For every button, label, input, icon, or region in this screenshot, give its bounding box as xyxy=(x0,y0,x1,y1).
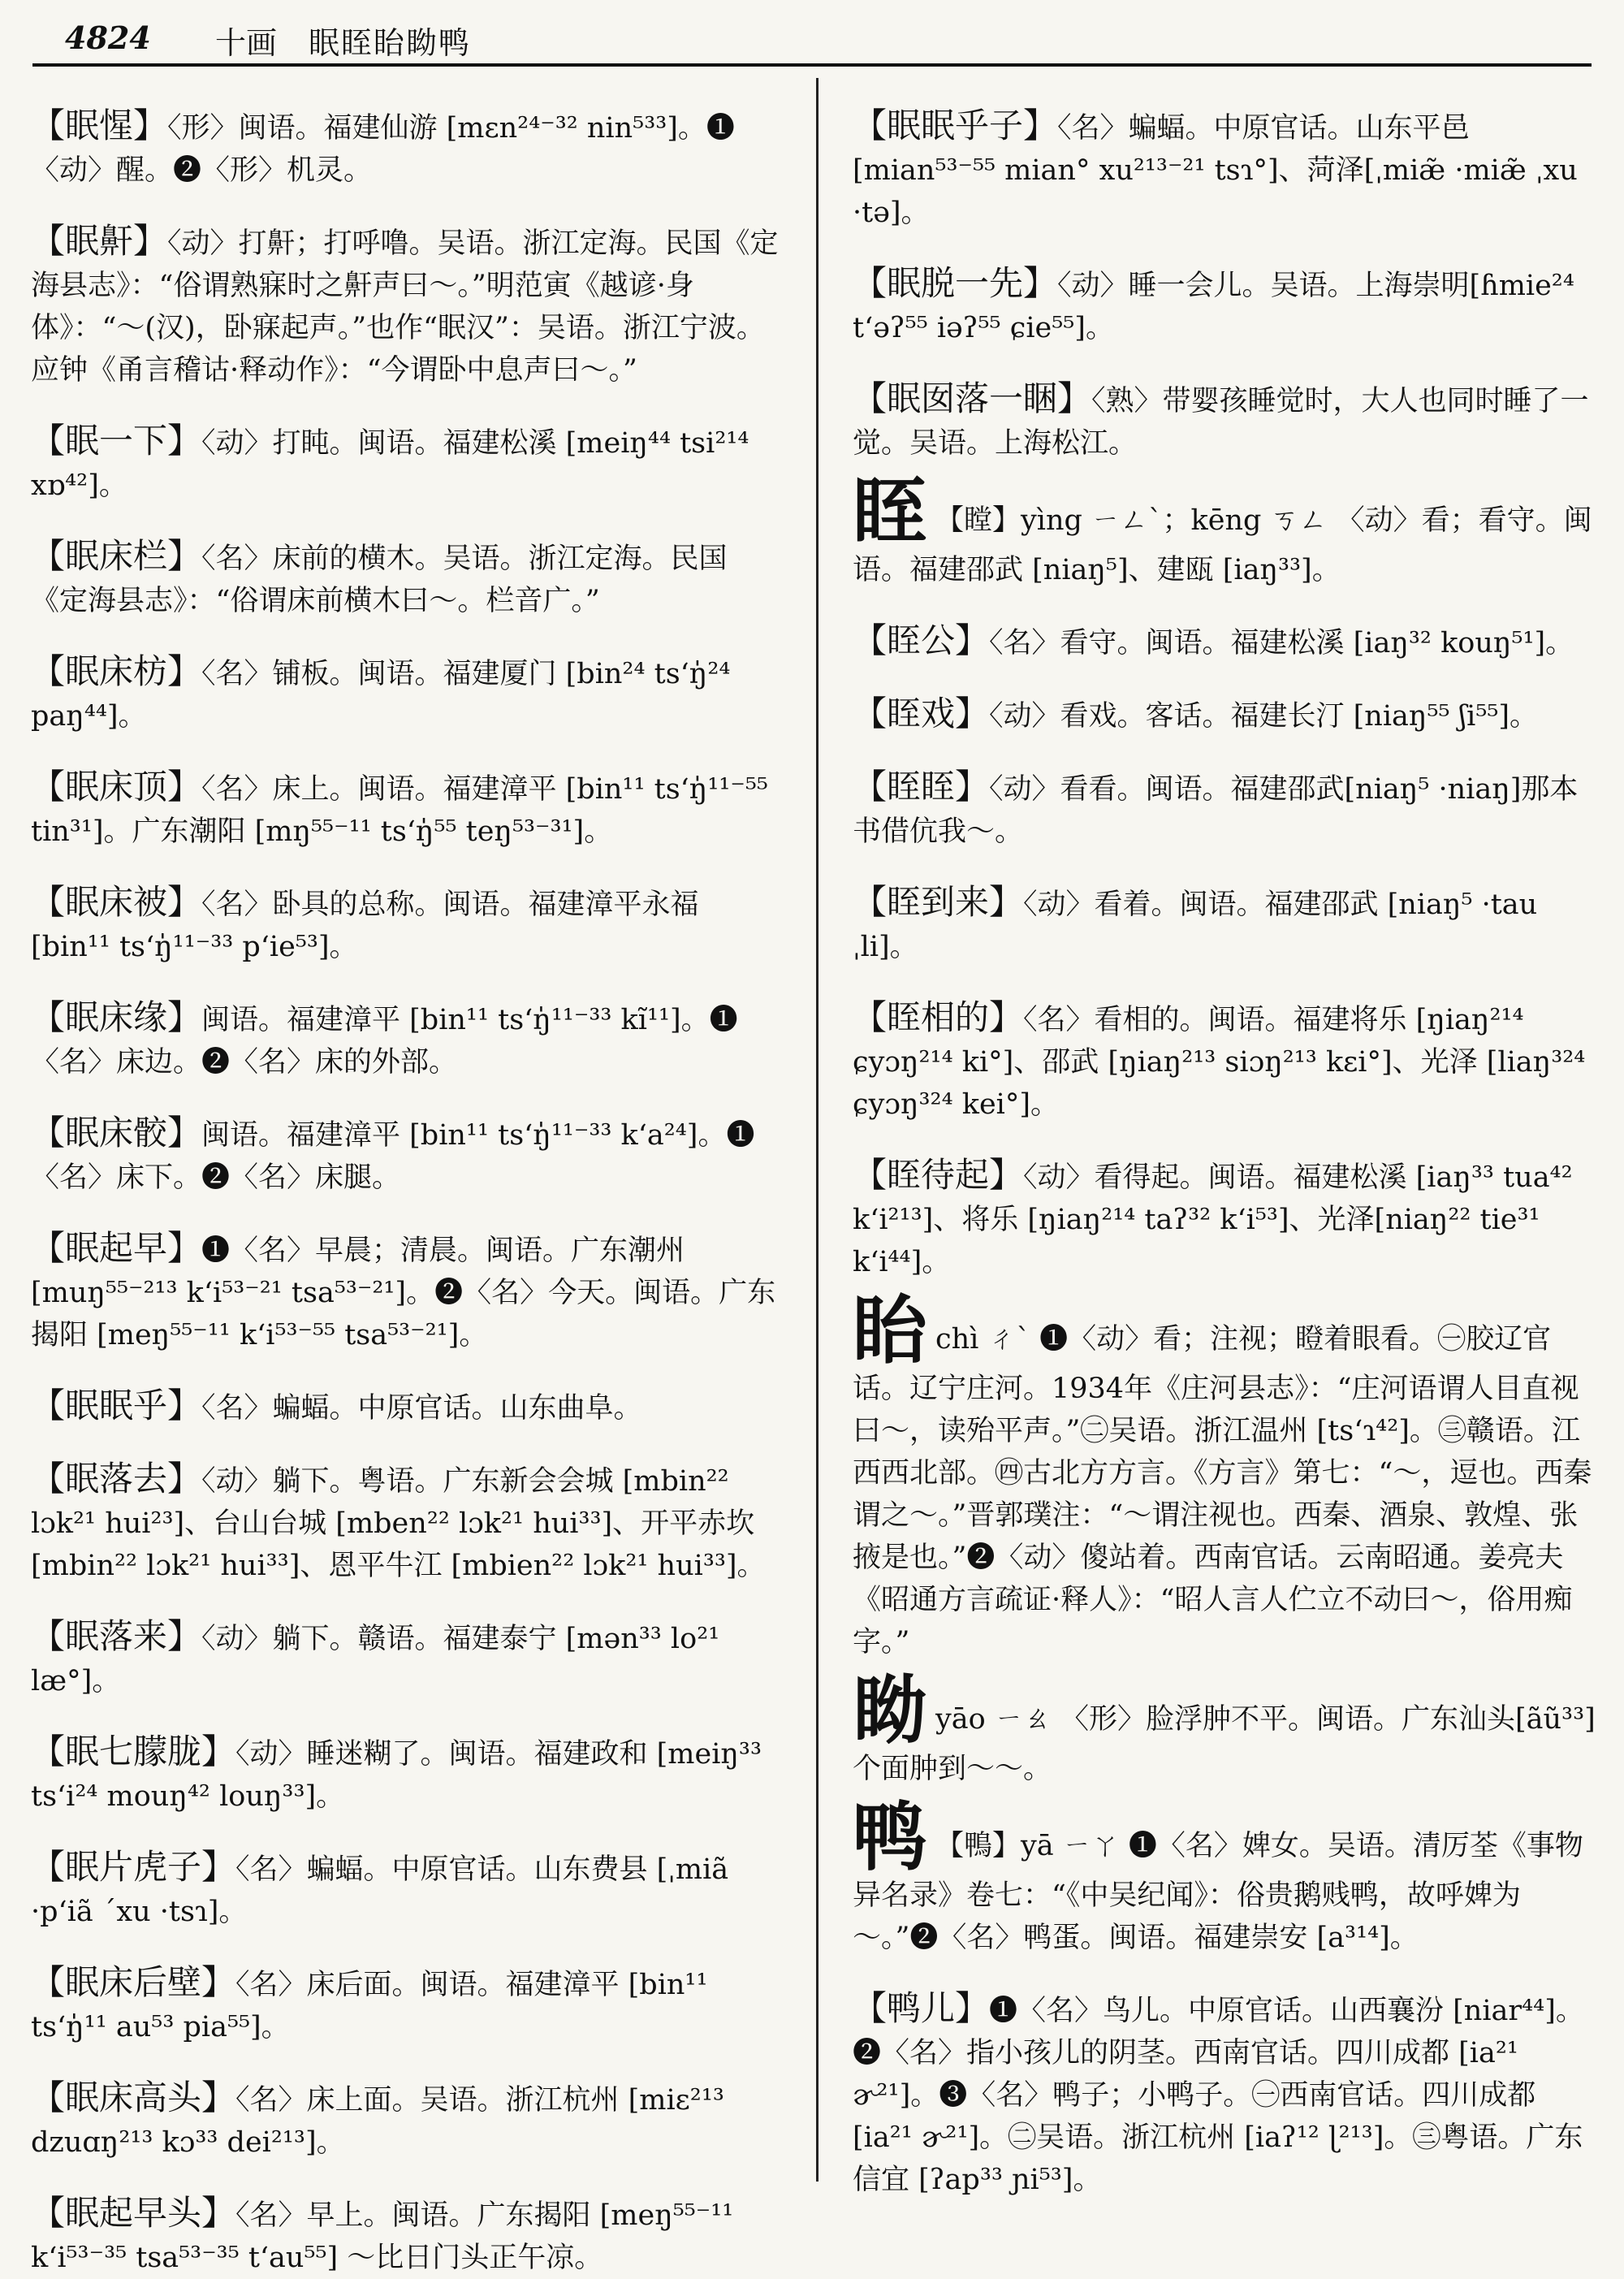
headword: 【眠眠乎】 xyxy=(31,1386,202,1425)
headword: 【眠惺】 xyxy=(31,106,168,145)
dictionary-entry xyxy=(853,997,1600,1126)
headword: 【眠眠乎子】 xyxy=(853,106,1058,145)
headword: 【眠落来】 xyxy=(31,1616,202,1656)
definition: 〈动〉看看。闽语。福建邵武[niaŋ⁵ ·niaŋ]那本书借伉我～。 xyxy=(853,773,1579,848)
headword: 【眠一下】 xyxy=(31,421,202,461)
definition: 〈动〉躺下。粤语。广东新会会城 [mbin²² lɔk²¹ hui²³]、台山台城 [mben²² lɔk²¹ hui³³]、开平赤坎[mbin²² lɔk²¹ hui³³]、恩平牛江 [mbien²² lɔk²¹ hui³³]。 xyxy=(31,1465,766,1582)
definition: 〈名〉铺板。闽语。福建厦门 [bin²⁴ ts‘ŋ̍²⁴ paŋ⁴⁴]。 xyxy=(31,658,731,733)
definition: 〈名〉看相的。闽语。福建将乐 [ŋiaŋ²¹⁴ ɕyɔŋ²¹⁴ ki°]、邵武 [ŋiaŋ²¹³ siɔŋ²¹³ kɛi°]、光泽 [liaŋ³²⁴ ɕyɔŋ³²⁴ kei°]。 xyxy=(853,1004,1586,1121)
definition: chì ㄔˋ ❶〈动〉看；注视；瞪着眼看。㊀胶辽官话。辽宁庄河。1934年《庄河县志》：“庄河语谓人目直视曰～，读殆平声。”㊁吴语。浙江温州 [ts‘ɿ⁴²]。㊂赣语。江西西北部。㊃古北方方言。《方言》第七：“～，逗也。西秦谓之～。”晋郭璞注：“～谓注视也。西秦、酒泉、敦煌、张掖是也。”❷〈动〉傻站着。西南官话。云南昭通。姜亮夫《昭通方言疏证·释人》：“昭人言人伫立不动曰～，俗用痴字。” xyxy=(853,1323,1592,1658)
dictionary-entry xyxy=(31,1458,782,1587)
dictionary-entry xyxy=(31,1846,782,1933)
definition: 【瞠】yìng ㄧㄥˋ；kēng ㄎㄥ 〈动〉看；看守。闽语。福建邵武 [niaŋ⁵]、建瓯 [iaŋ³³]。 xyxy=(853,504,1592,586)
definition: 〈形〉闽语。福建仙游 [mɛn²⁴⁻³² nin⁵³³]。❶〈动〉醒。❷〈形〉机灵。 xyxy=(31,112,735,187)
headword: 【眠床后壁】 xyxy=(31,1962,236,2002)
head-character: 眰 xyxy=(853,468,928,556)
stroke-count-label: 十画 xyxy=(215,25,278,61)
dictionary-entry xyxy=(853,262,1600,349)
dictionary-entry xyxy=(853,620,1600,664)
dictionary-entry xyxy=(31,766,782,853)
headword: 【眠囡落一睏】 xyxy=(853,378,1092,418)
dictionary-entry xyxy=(31,997,782,1083)
headword: 【眠鼾】 xyxy=(31,221,168,261)
headword: 【眠起早头】 xyxy=(31,2193,236,2233)
definition: 【鴨】yā ㄧㄚ ❶〈名〉婢女。吴语。清厉荃《事物异名录》卷七：“《中吴纪闻》：俗贵鹅贱鸭，故呼婢为～。”❷〈名〉鸭蛋。闽语。福建崇安 [a³¹⁴]。 xyxy=(853,1830,1583,1954)
character-entry xyxy=(853,1667,1600,1790)
dictionary-entry xyxy=(31,2077,782,2164)
definition: 〈熟〉带婴孩睡觉时，大人也同时睡了一觉。吴语。上海松江。 xyxy=(853,385,1589,460)
dictionary-entry xyxy=(853,881,1600,968)
dictionary-entry xyxy=(853,1987,1600,2201)
definition: 〈动〉看得起。闽语。福建松溪 [iaŋ³³ tua⁴² k‘i²¹³]、将乐 [ŋiaŋ²¹⁴ taʔ³² k‘i⁵³]、光泽[niaŋ²² tie³¹ k‘i⁴⁴]。 xyxy=(853,1161,1573,1278)
dictionary-entry xyxy=(31,1731,782,1818)
dictionary-entry xyxy=(853,105,1600,234)
headword: 【眠七朦胧】 xyxy=(31,1732,236,1771)
definition: 〈动〉躺下。赣语。福建泰宁 [mən³³ lo²¹ læ°]。 xyxy=(31,1623,720,1697)
dictionary-entry xyxy=(31,105,782,192)
headword: 【眠床栏】 xyxy=(31,536,202,576)
dictionary-entry xyxy=(853,378,1600,465)
dictionary-entry xyxy=(31,535,782,622)
definition: 〈动〉睡一会儿。吴语。上海崇明[ɦmie²⁴ t‘əʔ⁵⁵ iəʔ⁵⁵ ɕie⁵⁵]。 xyxy=(853,270,1574,344)
dictionary-entry xyxy=(31,1112,782,1199)
headword: 【眰眰】 xyxy=(853,767,990,807)
dictionary-entry xyxy=(853,766,1600,853)
headword: 【眠起早】 xyxy=(31,1228,202,1268)
headword: 【眰公】 xyxy=(853,621,990,660)
definition: yāo ㄧㄠ 〈形〉脸浮肿不平。闽语。广东汕头[ãũ³³]个面肿到～～。 xyxy=(853,1703,1596,1785)
definition: 〈动〉睡迷糊了。闽语。福建政和 [meiŋ³³ ts‘i²⁴ mouŋ⁴² louŋ³³]。 xyxy=(31,1738,762,1813)
headword: 【眠落去】 xyxy=(31,1459,202,1498)
dictionary-entry xyxy=(31,881,782,968)
definition: 〈名〉看守。闽语。福建松溪 [iaŋ³² kouŋ⁵¹]。 xyxy=(989,627,1574,659)
dictionary-entry xyxy=(31,420,782,507)
definition: 〈名〉床上。闽语。福建漳平 [bin¹¹ ts‘ŋ̍¹¹⁻⁵⁵ tin³¹]。广东潮阳 [mŋ⁵⁵⁻¹¹ ts‘ŋ̍⁵⁵ teŋ⁵³⁻³¹]。 xyxy=(31,773,768,848)
definition: 〈动〉看着。闽语。福建邵武 [niaŋ⁵ ·tau ˌli]。 xyxy=(853,889,1538,963)
dictionary-entry xyxy=(31,1227,782,1356)
dictionary-entry xyxy=(853,693,1600,737)
head-character: 眑 xyxy=(853,1667,928,1754)
page-number: 4824 xyxy=(65,19,151,56)
head-character: 眙 xyxy=(853,1287,928,1374)
definition: 〈名〉床后面。闽语。福建漳平 [bin¹¹ ts‘ŋ̍¹¹ au⁵³ pia⁵⁵]。 xyxy=(31,1969,708,2043)
definition: 〈动〉打盹。闽语。福建松溪 [meiŋ⁴⁴ tsi²¹⁴ xɒ⁴²]。 xyxy=(31,427,749,502)
left-column xyxy=(31,76,782,2274)
headword: 【眰到来】 xyxy=(853,882,1024,922)
dictionary-entry xyxy=(853,1154,1600,1283)
headword: 【眠片虎子】 xyxy=(31,1847,236,1887)
headword: 【眠床缘】 xyxy=(31,997,202,1037)
headword: 【眰待起】 xyxy=(853,1155,1024,1195)
character-entry xyxy=(853,1287,1600,1663)
definition: 〈动〉看戏。客话。福建长汀 [niaŋ⁵⁵ ʃi⁵⁵]。 xyxy=(989,700,1539,733)
dictionary-entry xyxy=(31,651,782,737)
definition: 闽语。福建漳平 [bin¹¹ ts‘ŋ̍¹¹⁻³³ kĩ¹¹]。❶〈名〉床边。❷〈名〉床的外部。 xyxy=(31,1004,738,1079)
headword: 【眠床骹】 xyxy=(31,1113,202,1152)
headword: 【眠床被】 xyxy=(31,882,202,922)
page-header xyxy=(32,15,1592,67)
header-characters: 眠眰眙眑鸭 xyxy=(309,25,472,61)
headword: 【眰戏】 xyxy=(853,694,990,733)
definition: 〈名〉蝙蝠。中原官话。山东平邑 [mian⁵³⁻⁵⁵ mian° xu²¹³⁻²¹ tsɿ°]、菏泽[ˌmiæ̃ ·miæ̃ ˌxu ·tə]。 xyxy=(853,112,1578,229)
definition: 〈名〉卧具的总称。闽语。福建漳平永福 [bin¹¹ ts‘ŋ̍¹¹⁻³³ p‘ie⁵³]。 xyxy=(31,889,699,963)
headword: 【眰相的】 xyxy=(853,997,1024,1037)
definition: 〈名〉早上。闽语。广东揭阳 [meŋ⁵⁵⁻¹¹ k‘i⁵³⁻³⁵ tsa⁵³⁻³⁵ t‘au⁵⁵] ～比日门头正午凉。 xyxy=(31,2199,734,2274)
definition: 闽语。福建漳平 [bin¹¹ ts‘ŋ̍¹¹⁻³³ k‘a²⁴]。❶〈名〉床下。❷〈名〉床腿。 xyxy=(31,1119,755,1194)
headword: 【眠床枋】 xyxy=(31,651,202,691)
character-entry xyxy=(853,1793,1600,1959)
definition: 〈名〉蝙蝠。中原官话。山东费县 [ˌmiã ·p‘iã ˊxu ·tsɿ]。 xyxy=(31,1853,729,1928)
definition: 〈动〉打鼾；打呼噜。吴语。浙江定海。民国《定海县志》：“俗谓熟寐时之鼾声曰～。”明范寅《越谚·身体》：“～(汉)，卧寐起声。”也作“眠汉”：吴语。浙江宁波。应钟《甬言稽诂·释动作》：“今谓卧中息声曰～。” xyxy=(31,227,779,387)
dictionary-entry xyxy=(31,1961,782,2048)
headword: 【眠床顶】 xyxy=(31,767,202,807)
headword: 【鸭儿】 xyxy=(853,1988,990,2028)
column-divider xyxy=(816,78,818,2182)
head-character: 鸭 xyxy=(853,1793,928,1881)
definition: 〈名〉床前的横木。吴语。浙江定海。民国《定海县志》：“俗谓床前横木曰～。栏音广。” xyxy=(31,543,728,617)
dictionary-entry xyxy=(31,1385,782,1429)
dictionary-entry xyxy=(31,220,782,391)
headword: 【眠床高头】 xyxy=(31,2078,236,2117)
dictionary-entry xyxy=(31,1615,782,1702)
definition: ❶〈名〉鸟儿。中原官话。山西襄汾 [niar⁴⁴]。❷〈名〉指小孩儿的阴茎。西南官话。四川成都 [ia²¹ ɚ²¹]。❸〈名〉鸭子；小鸭子。㊀西南官话。四川成都 [ia²¹ ɚ²¹]。㊁吴语。浙江杭州 [iaʔ¹² ɭ²¹³]。㊂粤语。广东信宜 [ʔap³³ ɲi⁵³]。 xyxy=(853,1995,1584,2196)
definition: 〈名〉蝙蝠。中原官话。山东曲阜。 xyxy=(201,1392,642,1425)
character-entry xyxy=(853,468,1600,591)
definition: 〈名〉床上面。吴语。浙江杭州 [miɛ²¹³ dzuɑŋ²¹³ kɔ³³ dei²¹³]。 xyxy=(31,2084,724,2159)
right-column xyxy=(853,76,1600,2196)
definition: ❶〈名〉早晨；清晨。闽语。广东潮州 [muŋ⁵⁵⁻²¹³ k‘i⁵³⁻²¹ tsa⁵³⁻²¹]。❷〈名〉今天。闽语。广东揭阳 [meŋ⁵⁵⁻¹¹ k‘i⁵³⁻⁵⁵ tsa⁵³⁻²¹]。 xyxy=(31,1235,776,1351)
headword: 【眠脱一先】 xyxy=(853,263,1058,303)
dictionary-entry xyxy=(31,2192,782,2279)
